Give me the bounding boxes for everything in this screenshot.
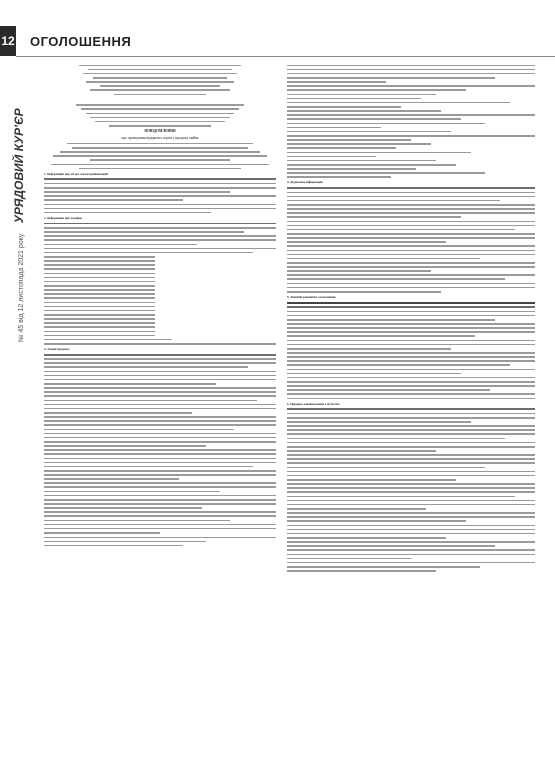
text-line [44,445,206,447]
text-line [44,322,155,324]
text-line [72,147,248,149]
text-line [287,327,535,329]
text-line [287,373,461,375]
right-column [287,62,535,574]
text-line [287,102,510,104]
text-line [287,496,515,498]
text-line [44,387,276,389]
text-line [287,344,535,346]
text-line [287,168,416,170]
text-line [287,73,535,75]
text-line [287,425,535,427]
text-line [44,482,276,484]
text-line [287,389,490,391]
text-line [287,356,535,358]
notice-subtitle: про проведення відкритих торгів з продажу майна [121,135,199,140]
section-heading-5: 5. Технічні реквізити оголошення [287,295,336,300]
text-line [44,437,276,439]
text-line [287,446,535,448]
text-line [81,108,239,110]
text-line [83,73,236,75]
text-line [287,475,535,477]
text-line [90,89,229,91]
text-line [287,319,495,321]
text-line [287,139,411,141]
text-line [287,467,485,469]
text-line [44,495,276,497]
text-line [100,85,221,87]
text-line [287,566,480,568]
text-line [287,570,436,572]
text-line [287,164,456,166]
text-line [114,94,207,96]
page-number: 12 [0,26,16,56]
text-line [287,147,396,149]
text-line [44,462,276,464]
text-line [44,331,155,333]
text-line [44,256,155,258]
text-line [44,499,276,501]
text-line [287,156,376,158]
text-line [44,297,155,299]
text-line [287,69,535,71]
text-line [287,433,535,435]
text-line [44,239,276,241]
text-line [287,479,456,481]
text-line [287,516,535,518]
text-line [44,212,211,214]
text-line [287,254,535,256]
text-line [287,554,535,556]
section-heading-1: 1. Інформація про об'єкт малої приватизації [44,171,108,176]
text-line [287,176,391,178]
text-line [287,258,480,260]
text-line [287,369,535,371]
text-line [88,69,232,71]
text-line [44,310,155,312]
text-line [287,237,535,239]
text-line [44,412,192,414]
text-line [44,318,155,320]
text-line [287,225,535,227]
text-line [287,221,535,223]
text-line [93,77,228,79]
text-line [287,160,436,162]
text-line [44,545,183,547]
text-line [287,529,535,531]
text-line [287,450,436,452]
text-line [287,98,421,100]
text-line [53,155,266,157]
text-line [44,248,276,250]
text-line [287,393,535,395]
text-line [287,408,535,410]
text-line [44,326,155,328]
text-line [44,223,276,225]
text-line [86,113,234,115]
text-line [287,283,535,285]
text-line [44,268,155,270]
text-line [287,413,535,415]
text-line [44,528,276,530]
text-line [44,541,206,543]
section-heading-4: 4. Додаткова інформація [287,180,323,185]
text-line [287,291,441,293]
text-line [287,381,535,383]
text-line [44,264,155,266]
text-line [287,421,471,423]
text-line [109,125,211,127]
text-line [287,377,535,379]
text-line [44,515,276,517]
text-line [44,486,276,488]
text-line [44,395,276,397]
text-line [44,400,257,402]
text-line [44,532,160,534]
text-line [44,470,276,472]
text-line [287,204,535,206]
text-line [287,216,461,218]
text-line [287,106,401,108]
text-line [44,511,276,513]
text-line [287,200,500,202]
text-line [287,118,461,120]
text-line [287,85,535,87]
text-line [44,252,253,254]
text-line [79,168,241,170]
text-line [44,273,155,275]
text-line [287,335,475,337]
text-line [287,525,535,527]
text-line [287,398,535,400]
text-line [287,278,505,280]
text-line [44,429,234,431]
text-line [287,442,535,444]
text-line [287,212,535,214]
text-line [287,65,535,67]
text-line [44,244,197,246]
text-line [287,520,466,522]
text-line [44,441,276,443]
text-line [287,487,535,489]
text-line [44,183,276,185]
text-line [44,404,276,406]
text-line [287,250,535,252]
text-line [44,339,172,341]
text-line [287,340,535,342]
text-line [287,352,535,354]
text-line [287,500,535,502]
text-line [287,558,411,560]
text-line [287,483,535,485]
text-line [287,504,535,506]
text-line [44,478,179,480]
text-line [44,285,155,287]
newspaper-brand: УРЯДОВИЙ КУР'ЄР [12,108,26,224]
text-line [79,65,241,67]
text-line [287,274,535,276]
text-line [44,362,276,364]
text-line [44,449,276,451]
text-line [44,366,248,368]
intro-block-2 [44,104,276,126]
text-line [44,358,276,360]
text-line [44,335,155,337]
text-line [44,491,220,493]
text-line [287,537,446,539]
text-line [44,277,155,279]
text-line [44,187,276,189]
text-line [44,191,230,193]
text-line [287,364,510,366]
text-line [287,512,535,514]
text-line [287,438,505,440]
text-line [287,315,535,317]
text-line [287,348,451,350]
spine [4,72,26,352]
text-line [287,541,535,543]
text-line [44,293,155,295]
text-line [60,151,260,153]
text-line [287,549,535,551]
text-line [287,306,535,308]
text-line [44,520,230,522]
text-line [287,143,431,145]
left-divider [44,537,276,538]
text-line [287,331,535,333]
text-line [44,231,244,233]
text-line [287,287,535,289]
text-line [287,385,535,387]
text-line [44,195,276,197]
text-line [287,208,535,210]
text-line [44,289,155,291]
text-line [44,524,276,526]
text-line [287,429,535,431]
text-line [44,208,276,210]
text-line [287,81,386,83]
text-line [67,143,253,145]
text-line [287,508,426,510]
text-line [287,114,535,116]
text-line [44,416,276,418]
text-line [44,204,276,206]
text-line [287,270,431,272]
section-heading-2: 2. Інформація про аукціон [44,215,82,220]
text-line [287,562,535,564]
text-line [44,227,276,229]
text-line [44,408,276,410]
text-line [287,471,535,473]
text-line [287,302,535,304]
text-line [287,172,485,174]
text-line [51,164,269,166]
text-line [44,199,183,201]
text-line [287,77,495,79]
left-column [44,62,276,549]
text-line [287,454,535,456]
text-line [44,503,276,505]
text-line [44,391,276,393]
text-line [44,314,155,316]
text-line [287,462,535,464]
text-line [287,152,471,154]
text-line [287,127,381,129]
spacer [44,98,276,102]
text-line [287,491,535,493]
text-line [287,89,466,91]
text-line [287,323,535,325]
text-line [287,131,451,133]
text-line [287,123,485,125]
text-line [44,281,155,283]
text-line [287,135,535,137]
text-line [287,458,535,460]
notice-title: ПОВІДОМЛЕННЯ [144,129,176,134]
text-line [44,453,276,455]
text-line [44,371,276,373]
text-line [287,311,535,313]
text-line [44,306,155,308]
text-line [44,354,276,356]
text-line [287,229,515,231]
text-line [44,260,155,262]
text-line [287,233,535,235]
text-line [287,192,535,194]
text-line [44,178,276,180]
text-line [287,533,535,535]
text-line [287,545,495,547]
text-line [287,110,441,112]
text-line [287,262,535,264]
text-line [44,458,276,460]
text-line [44,466,253,468]
text-line [44,379,276,381]
text-line [287,245,535,247]
text-line [287,187,535,189]
section-heading-3: 3. Умови продажу [44,347,70,352]
text-line [44,424,276,426]
text-line [95,121,225,123]
text-line [287,417,535,419]
text-line [44,507,202,509]
text-line [44,383,216,385]
text-line [86,81,234,83]
text-line [287,266,535,268]
page-header [16,26,555,57]
text-line [44,420,276,422]
text-line [90,159,229,161]
text-line [287,94,436,96]
issue-info: № 45 від 12 листопада 2021 року [18,233,25,342]
section-title: ОГОЛОШЕННЯ [30,34,132,49]
text-line [44,375,276,377]
text-line [287,241,446,243]
text-line [287,360,535,362]
spine-text [10,108,28,342]
intro-block [44,65,276,96]
text-line [44,235,276,237]
text-line [287,196,535,198]
text-line [44,343,276,345]
text-line [44,474,276,476]
text-line [90,117,229,119]
text-line [44,302,155,304]
section-heading-6: 6. Порядок ознайомлення з об'єктом [287,401,340,406]
text-line [44,433,276,435]
text-line [76,104,243,106]
